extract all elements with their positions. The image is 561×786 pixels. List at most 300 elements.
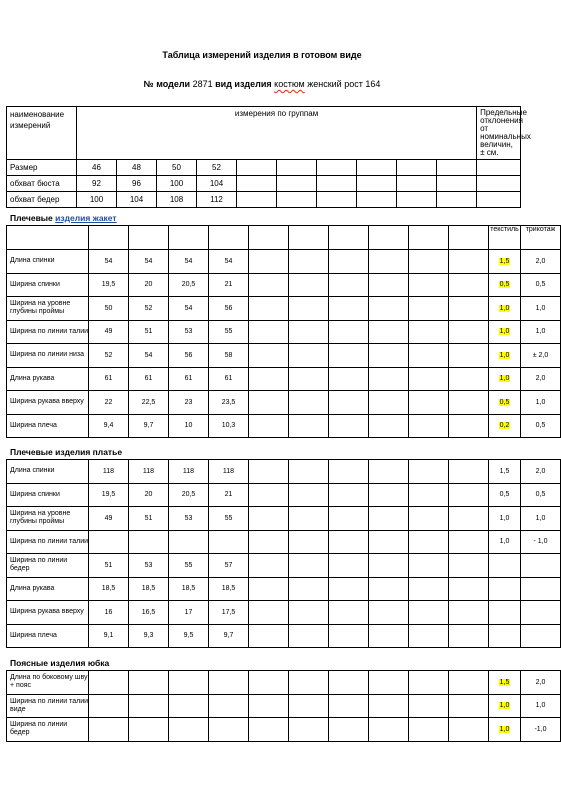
tolerance-textile-cell	[489, 391, 521, 415]
table-row	[7, 297, 561, 321]
blank-cell	[289, 414, 329, 438]
blank-cell	[449, 554, 489, 578]
tolerance-textile-cell	[489, 718, 521, 742]
cell: 54	[89, 250, 129, 274]
table-row	[7, 530, 561, 554]
tolerance-knitwear: 1,0	[521, 391, 561, 415]
section-title-plain: Плечевые	[10, 213, 53, 223]
table-row	[7, 176, 521, 192]
cell	[209, 694, 249, 718]
blank-cell	[249, 320, 289, 344]
tolerance-textile-cell	[489, 554, 521, 578]
tolerance-textile: 1,5	[499, 257, 510, 265]
table-row	[7, 320, 561, 344]
cell	[129, 530, 169, 554]
blank-cell	[289, 577, 329, 601]
row-label: Ширина плеча	[7, 624, 89, 648]
column-header-knitwear: трикотаж	[521, 226, 561, 250]
cell: 96	[117, 176, 157, 192]
tolerance-knitwear: 1,0	[521, 297, 561, 321]
table-row	[7, 577, 561, 601]
blank-cell	[289, 671, 329, 695]
blank-cell	[329, 460, 369, 484]
cell: 54	[129, 250, 169, 274]
row-label: Длина рукава	[7, 367, 89, 391]
table-row	[7, 344, 561, 368]
cell: 56	[209, 297, 249, 321]
cell: 61	[169, 367, 209, 391]
table-row	[7, 250, 561, 274]
blank-cell	[289, 320, 329, 344]
blank-cell	[369, 671, 409, 695]
blank-cell	[369, 577, 409, 601]
blank-cell	[369, 460, 409, 484]
blank-cell	[409, 718, 449, 742]
blank-cell	[289, 530, 329, 554]
cell	[89, 530, 129, 554]
cell: 22	[89, 391, 129, 415]
cell: 55	[209, 507, 249, 531]
tolerance-textile: 1,0	[499, 304, 510, 312]
tolerance-textile: 0,2	[499, 422, 510, 430]
blank-cell	[329, 718, 369, 742]
cell: 22,5	[129, 391, 169, 415]
blank-cell	[449, 391, 489, 415]
cell	[169, 671, 209, 695]
cell: 19,5	[89, 273, 129, 297]
blank-cell	[249, 601, 289, 625]
tolerance-knitwear	[521, 554, 561, 578]
cell: 55	[209, 320, 249, 344]
cell: 21	[209, 273, 249, 297]
dress-measurements-table	[6, 459, 561, 648]
blank-cell	[289, 460, 329, 484]
row-label: Ширина спинки	[7, 483, 89, 507]
tolerance-textile-cell	[489, 250, 521, 274]
cell	[209, 530, 249, 554]
blank-cell	[449, 367, 489, 391]
cell: 52	[129, 297, 169, 321]
blank-cell	[409, 344, 449, 368]
cell: 18,5	[169, 577, 209, 601]
blank-cell	[249, 624, 289, 648]
tolerance-knitwear: 2,0	[521, 250, 561, 274]
cell	[169, 530, 209, 554]
cell: 46	[77, 160, 117, 176]
row-label: Длина спинки	[7, 250, 89, 274]
blank-cell	[409, 577, 449, 601]
blank-cell	[329, 414, 369, 438]
tolerance-textile: 1,5	[499, 467, 510, 475]
document-title: Таблица измерений изделия в готовом виде	[162, 50, 362, 60]
cell	[209, 671, 249, 695]
section-title-skirt: Поясные изделия юбка	[10, 658, 110, 668]
blank-cell	[249, 226, 289, 250]
cell: 61	[89, 367, 129, 391]
blank-cell	[369, 273, 409, 297]
cell: 9,5	[169, 624, 209, 648]
row-label: Ширина на уровне глубины проймы	[7, 507, 89, 531]
blank-cell	[249, 718, 289, 742]
table-row	[7, 192, 521, 208]
blank-cell	[289, 250, 329, 274]
tolerance-textile-cell	[489, 483, 521, 507]
blank-cell	[329, 320, 369, 344]
blank-cell	[369, 320, 409, 344]
blank-cell	[7, 226, 89, 250]
cell: 104	[117, 192, 157, 208]
cell: 20	[129, 483, 169, 507]
tolerance-knitwear: ± 2,0	[521, 344, 561, 368]
table-row	[7, 694, 561, 718]
blank-cell	[329, 671, 369, 695]
cell: 52	[197, 160, 237, 176]
blank-cell	[409, 530, 449, 554]
row-label: Ширина по линии бедер	[7, 718, 89, 742]
blank-cell	[289, 226, 329, 250]
blank-cell	[289, 483, 329, 507]
cell: 53	[169, 507, 209, 531]
blank-cell	[249, 367, 289, 391]
blank-cell	[329, 530, 369, 554]
cell: 9,1	[89, 624, 129, 648]
tolerance-textile: 1,0	[499, 375, 510, 383]
blank-cell	[289, 367, 329, 391]
tolerance-knitwear: 0,5	[521, 483, 561, 507]
skirt-measurements-table	[6, 670, 561, 742]
blank-cell	[369, 694, 409, 718]
cell: 56	[169, 344, 209, 368]
cell: 54	[169, 250, 209, 274]
blank-cell	[289, 694, 329, 718]
cell: 23,5	[209, 391, 249, 415]
cell: 54	[129, 344, 169, 368]
tolerance-textile-cell	[489, 414, 521, 438]
cell: 51	[129, 320, 169, 344]
tolerance-textile-cell	[489, 344, 521, 368]
cell: 108	[157, 192, 197, 208]
header-tolerance-note: Предельные отклонения от номинальных величин, ± см.	[477, 107, 521, 160]
cell: 57	[209, 554, 249, 578]
blank-cell	[169, 226, 209, 250]
blank-cell	[329, 507, 369, 531]
cell: 49	[89, 320, 129, 344]
tolerance-knitwear: -1,0	[521, 718, 561, 742]
blank-cell	[369, 344, 409, 368]
blank-cell	[289, 554, 329, 578]
tolerance-textile-cell	[489, 671, 521, 695]
blank-cell	[289, 273, 329, 297]
tolerance-textile: 1,0	[499, 514, 510, 522]
table-row	[7, 483, 561, 507]
blank-cell	[449, 624, 489, 648]
cell: 58	[209, 344, 249, 368]
row-label: Ширина по линии бедер	[7, 554, 89, 578]
blank-cell	[369, 250, 409, 274]
row-label: Длина рукава	[7, 577, 89, 601]
table-row	[7, 367, 561, 391]
tolerance-knitwear: 2,0	[521, 671, 561, 695]
table-row	[7, 414, 561, 438]
cell: 18,5	[89, 577, 129, 601]
blank-cell	[249, 577, 289, 601]
blank-cell	[369, 414, 409, 438]
cell	[129, 694, 169, 718]
blank-cell	[409, 250, 449, 274]
tolerance-knitwear: 2,0	[521, 367, 561, 391]
cell	[89, 718, 129, 742]
blank-cell	[369, 367, 409, 391]
cell: 52	[89, 344, 129, 368]
blank-cell	[369, 391, 409, 415]
blank-cell	[409, 601, 449, 625]
tolerance-knitwear	[521, 624, 561, 648]
blank-cell	[449, 483, 489, 507]
blank-cell	[409, 507, 449, 531]
subtitle-model-number: 2871	[192, 79, 213, 89]
blank-cell	[209, 226, 249, 250]
blank-cell	[449, 226, 489, 250]
cell	[89, 694, 129, 718]
blank-cell	[369, 601, 409, 625]
blank-cell	[329, 601, 369, 625]
blank-cell	[449, 250, 489, 274]
cell: 49	[89, 507, 129, 531]
blank-cell	[289, 624, 329, 648]
table-row	[7, 718, 561, 742]
tolerance-textile-cell	[489, 367, 521, 391]
tolerance-textile: 1,0	[499, 538, 510, 546]
blank-cell	[369, 554, 409, 578]
cell: 18,5	[129, 577, 169, 601]
cell: 20	[129, 273, 169, 297]
tolerance-knitwear: 1,0	[521, 507, 561, 531]
blank-cell	[409, 694, 449, 718]
row-label: Ширина плеча	[7, 414, 89, 438]
document-subtitle	[0, 79, 524, 89]
section-title-jacket	[10, 213, 117, 223]
blank-cell	[369, 718, 409, 742]
subtitle-rest: женский рост 164	[307, 79, 381, 89]
blank-cell	[329, 694, 369, 718]
tolerance-textile-cell	[489, 530, 521, 554]
blank-cell	[249, 250, 289, 274]
blank-cell	[249, 694, 289, 718]
blank-cell	[249, 344, 289, 368]
tolerance-textile: 0,5	[499, 281, 510, 289]
cell	[89, 671, 129, 695]
tolerance-textile: 1,0	[499, 351, 510, 359]
cell	[129, 718, 169, 742]
blank-cell	[249, 671, 289, 695]
cell: 20,5	[169, 273, 209, 297]
row-label: Ширина по линии талии	[7, 320, 89, 344]
blank-cell	[449, 273, 489, 297]
blank-cell	[369, 226, 409, 250]
jacket-measurements-table	[6, 225, 561, 438]
blank-cell	[449, 507, 489, 531]
cell: 20,5	[169, 483, 209, 507]
table-row	[7, 273, 561, 297]
tolerance-textile-cell	[489, 601, 521, 625]
tolerance-knitwear: 0,5	[521, 273, 561, 297]
blank-cell	[89, 226, 129, 250]
blank-cell	[409, 460, 449, 484]
blank-cell	[409, 671, 449, 695]
cell: 17	[169, 601, 209, 625]
blank-cell	[329, 483, 369, 507]
tolerance-textile: 0,5	[499, 398, 510, 406]
tolerance-knitwear	[521, 577, 561, 601]
blank-cell	[289, 391, 329, 415]
blank-cell	[249, 554, 289, 578]
cell: 10,3	[209, 414, 249, 438]
blank-cell	[249, 297, 289, 321]
blank-cell	[409, 226, 449, 250]
cell: 21	[209, 483, 249, 507]
row-label: Ширина на уровне глубины проймы	[7, 297, 89, 321]
blank-cell	[449, 718, 489, 742]
row-label: Ширина по линии талии	[7, 530, 89, 554]
tolerance-knitwear	[521, 601, 561, 625]
section-title-dress: Плечевые изделия платье	[10, 447, 123, 457]
blank-cell	[369, 297, 409, 321]
cell: 50	[157, 160, 197, 176]
cell: 50	[89, 297, 129, 321]
table-row	[7, 671, 561, 695]
table-row	[7, 160, 521, 176]
tolerance-textile: 1,5	[499, 678, 510, 686]
blank-cell	[449, 297, 489, 321]
blank-cell	[369, 483, 409, 507]
table-row	[7, 507, 561, 531]
blank-cell	[249, 530, 289, 554]
blank-cell	[329, 577, 369, 601]
cell: 100	[157, 176, 197, 192]
tolerance-textile-cell	[489, 320, 521, 344]
blank-cell	[449, 530, 489, 554]
blank-cell	[449, 320, 489, 344]
subtitle-kind-word: костюм	[274, 79, 305, 89]
blank-cell	[249, 273, 289, 297]
blank-cell	[409, 624, 449, 648]
cell: 53	[129, 554, 169, 578]
cell: 51	[129, 507, 169, 531]
cell: 61	[209, 367, 249, 391]
blank-cell	[289, 507, 329, 531]
blank-cell	[409, 483, 449, 507]
table-row	[7, 460, 561, 484]
tolerance-textile: 1,0	[499, 702, 510, 710]
blank-cell	[409, 391, 449, 415]
tolerance-textile-cell	[489, 577, 521, 601]
header-measurement-name: наименование измерений	[7, 107, 77, 160]
cell: 61	[129, 367, 169, 391]
section-title-link[interactable]: изделия жакет	[55, 213, 117, 223]
cell: 48	[117, 160, 157, 176]
cell	[129, 671, 169, 695]
cell: 100	[77, 192, 117, 208]
row-label: обхват бюста	[7, 176, 77, 192]
blank-cell	[329, 391, 369, 415]
column-header-row	[7, 226, 561, 250]
cell: 54	[209, 250, 249, 274]
blank-cell	[329, 344, 369, 368]
cell: 55	[169, 554, 209, 578]
cell: 16	[89, 601, 129, 625]
table-row	[7, 391, 561, 415]
subtitle-label-model: № модели	[143, 79, 191, 89]
blank-cell	[329, 297, 369, 321]
cell: 118	[169, 460, 209, 484]
tolerance-knitwear: 2,0	[521, 460, 561, 484]
blank-cell	[249, 414, 289, 438]
cell: 19,5	[89, 483, 129, 507]
cell: 118	[209, 460, 249, 484]
row-label: Длина спинки	[7, 460, 89, 484]
blank-cell	[369, 507, 409, 531]
blank-cell	[449, 344, 489, 368]
tolerance-knitwear: 0,5	[521, 414, 561, 438]
cell: 9,7	[209, 624, 249, 648]
blank-cell	[369, 624, 409, 648]
blank-cell	[409, 554, 449, 578]
tolerance-textile: 1,0	[499, 725, 510, 733]
blank-cell	[249, 483, 289, 507]
tolerance-textile-cell	[489, 460, 521, 484]
blank-cell	[409, 320, 449, 344]
cell: 104	[197, 176, 237, 192]
blank-cell	[369, 530, 409, 554]
cell: 118	[129, 460, 169, 484]
tolerance-knitwear: 1,0	[521, 320, 561, 344]
cell: 10	[169, 414, 209, 438]
row-label: обхват бедер	[7, 192, 77, 208]
cell: 9,4	[89, 414, 129, 438]
cell: 17,5	[209, 601, 249, 625]
row-label: Размер	[7, 160, 77, 176]
blank-cell	[289, 718, 329, 742]
blank-cell	[449, 460, 489, 484]
subtitle-label-kind: вид изделия	[215, 79, 272, 89]
row-label: Ширина по линии талии виде	[7, 694, 89, 718]
cell: 23	[169, 391, 209, 415]
tolerance-textile-cell	[489, 273, 521, 297]
table-row	[7, 554, 561, 578]
cell: 53	[169, 320, 209, 344]
blank-cell	[449, 601, 489, 625]
blank-cell	[409, 273, 449, 297]
cell: 9,3	[129, 624, 169, 648]
column-header-textile: текстиль	[489, 226, 521, 250]
blank-cell	[249, 507, 289, 531]
table-row	[7, 624, 561, 648]
cell: 118	[89, 460, 129, 484]
cell	[209, 718, 249, 742]
tolerance-knitwear: 1,0	[521, 694, 561, 718]
blank-cell	[409, 414, 449, 438]
header-group-measurements: измерения по группам	[77, 107, 477, 160]
blank-cell	[449, 694, 489, 718]
blank-cell	[329, 226, 369, 250]
cell: 54	[169, 297, 209, 321]
blank-cell	[409, 297, 449, 321]
tolerance-textile-cell	[489, 507, 521, 531]
blank-cell	[329, 367, 369, 391]
row-label: Длина по боковому шву + пояс	[7, 671, 89, 695]
tolerance-textile: 1,0	[499, 328, 510, 336]
cell: 18,5	[209, 577, 249, 601]
